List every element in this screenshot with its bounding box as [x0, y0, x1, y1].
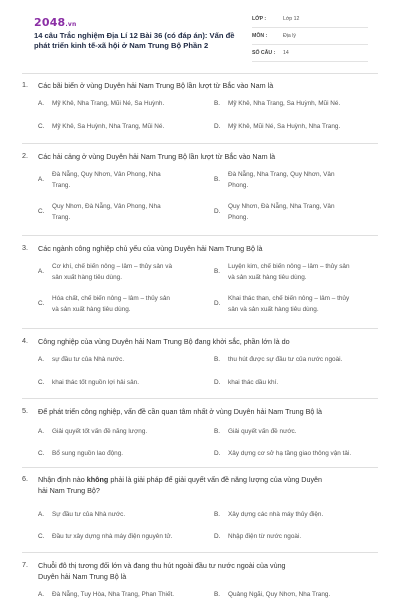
- document-header: [0, 0, 400, 62]
- meta-subject-row: MÔN : Địa lý: [252, 31, 368, 45]
- divider: [22, 73, 378, 74]
- document-page: 2048.vn 14 câu Trắc nghiệm Địa Lí 12 Bài 36 (có đáp án): Vấn đề phát triển kinh tế-xã hội ở Nam Trung Bộ Phần 2 LỚP : Lớp 12 MÔN : Địa lý SỐ CÂU : 14 1. Các bãi biển ở vùng Duyên hải Nam Trung Bộ lần lượt từ Bắc vào Nam là A. Mỹ Khê, Nha Trang, Mũi Né, Sa Huỳnh. B. Mỹ Khê, Nha Trang, Sa Huỳnh, Mũi Né. C. Mỹ Khê, Sa Huỳnh, Nha Trang, Mũi Né. D. Mỹ Khê, Mũi Né, Sa Huỳnh, Nha Trang. 2. Các hải cảng ở vùng Duyên hải Nam Trung Bộ lần lượt từ Bắc vào Nam là A. Đà Nẵng, Quy Nhơn, Vân Phong, Nha Trang. B. Đà Nẵng, Nha Trang, Quy Nhơn, Vân Phong. C. Quy Nhơn, Đà Nẵng, Vân Phong, Nha Trang. D. Quy Nhơn, Đà Nẵng, Nha Trang, Vân Phong. 3. Các ngành công nghiệp chủ yếu của vùng Duyên hải Nam Trung Bộ là A. Cơ khí, chế biến nông – lâm – thủy sản và sản xuất hàng tiêu dùng. B. Luyện kim, chế biến nông – lâm – thủy sản và sản xuất hàng tiêu dùng. C. Hóa chất, chế biến nông – lâm – thủy sản và sản xuất hàng tiêu dùng. D. Khai thác than, chế biến nông – lâm – thủy sản và sản xuất hàng tiêu dùng. 4. Công nghiệp của vùng Duyên hải Nam Trung Bộ đang khởi sắc, phần lớn là do A. sự đầu tư của Nhà nước. B. thu hút được sự đầu tư của nước ngoài. C. khai thác tốt nguồn lợi hải sản. D. khai thác dầu khí. 5. Để phát triển công nghiệp, vấn đề cần quan tâm nhất ở vùng Duyên hải Nam Trung Bộ là A. Giải quyết tốt vấn đề năng lượng. B. Giải quyết vấn đề nước. C. Bổ sung nguồn lao động. D. Xây dựng cơ sở hạ tầng giao thông vận tải. 6. Nhận định nào không phải là giải pháp để giải quyết vấn đề năng lượng của vùng Duyên hải Nam Trung Bộ? A. Sự đầu tư của Nhà nước. B. Xây dựng các nhà máy thủy điện. C. Đầu tư xây dựng nhà máy điện nguyên tử. D. Nhập điện từ nước ngoài. 7. Chuỗi đô thị tương đối lớn và đang thu hút ngoài đầu tư nước ngoài của vùng Duyên hải Nam Trung Bộ là A. Đà Nẵng, Tuy Hòa, Nha Trang, Phan Thiết. B. Quảng Ngãi, Quy Nhơn, Nha Trang.: [0, 0, 400, 600]
- question-number: 7.: [22, 560, 28, 569]
- question-number: 3.: [22, 243, 28, 252]
- question-number: 1.: [22, 80, 28, 89]
- document-title: 14 câu Trắc nghiệm Địa Lí 12 Bài 36 (có đáp án): Vấn đề phát triển kinh tế-xã hội ở Nam Trung Bộ Phần 2: [34, 31, 235, 50]
- question-text: Các bãi biển ở vùng Duyên hải Nam Trung Bộ lần lượt từ Bắc vào Nam là: [38, 81, 274, 90]
- site-logo[interactable]: 2048.vn: [34, 16, 77, 29]
- divider: [22, 467, 378, 468]
- question-text: Các hải cảng ở vùng Duyên hải Nam Trung Bộ lần lượt từ Bắc vào Nam là: [38, 152, 276, 161]
- question-text: Công nghiệp của vùng Duyên hải Nam Trung Bộ đang khởi sắc, phần lớn là do: [38, 337, 290, 346]
- meta-count-row: SỐ CÂU : 14: [252, 48, 368, 62]
- meta-class-row: LỚP : Lớp 12: [252, 14, 368, 28]
- question-number: 4.: [22, 336, 28, 345]
- divider: [22, 552, 378, 553]
- question-text: Chuỗi đô thị tương đối lớn và đang thu hút ngoài đầu tư nước ngoài của vùng Duyên hải Nam Trung Bộ là: [38, 561, 286, 581]
- question-text: Để phát triển công nghiệp, vấn đề cần quan tâm nhất ở vùng Duyên hải Nam Trung Bộ là: [38, 407, 323, 416]
- question-number: 2.: [22, 151, 28, 160]
- divider: [22, 143, 378, 144]
- question-number: 6.: [22, 474, 28, 483]
- question-text: Các ngành công nghiệp chủ yếu của vùng Duyên hải Nam Trung Bộ là: [38, 244, 263, 253]
- emphasis-text: không: [86, 475, 109, 484]
- meta-box: [252, 14, 368, 65]
- divider: [22, 398, 378, 399]
- question-number: 5.: [22, 406, 28, 415]
- divider: [22, 235, 378, 236]
- divider: [22, 328, 378, 329]
- question-text: Nhận định nào không phải là giải pháp để giải quyết vấn đề năng lượng của vùng Duyên hải Nam Trung Bộ?: [38, 475, 323, 495]
